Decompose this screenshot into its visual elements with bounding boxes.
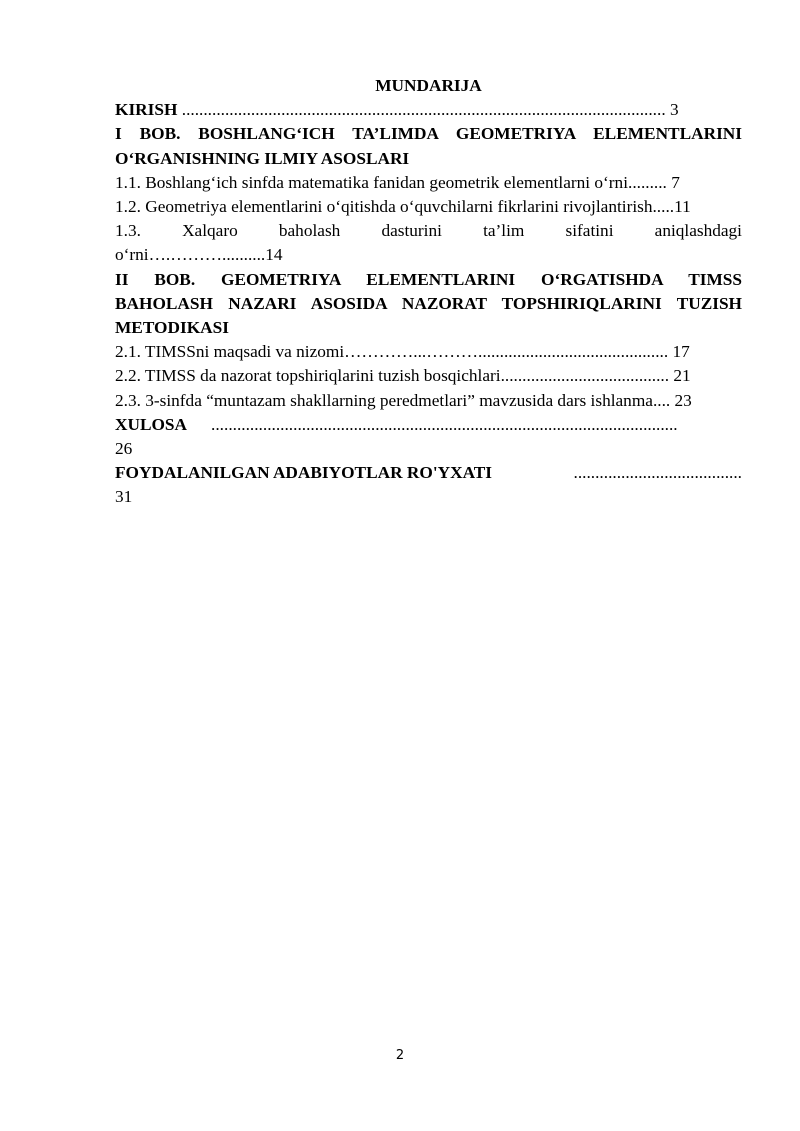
adabiyot-dots: ....................................... — [573, 463, 742, 483]
toc-entry-xulosa — [115, 413, 742, 437]
chapter2-heading-line2: BAHOLASH NAZARI ASOSIDA NAZORAT TOPSHIRIQLARINI TUZISH — [115, 293, 742, 313]
xulosa-dots: ............................................................................................................ — [211, 414, 678, 434]
kirish-label: KIRISH — [115, 100, 178, 120]
chapter1-heading-line1: I BOB. BOSHLANG‘ICH TA’LIMDA GEOMETRIYA ELEMENTLARINI — [115, 124, 742, 144]
toc-title: MUNDARIJA — [375, 76, 482, 95]
toc-entry-2-1: 2.1. TIMSSni maqsadi va nizomi…………...………............................................ 17 — [115, 342, 690, 362]
toc-entry-1-3-line2: o‘rni….………..........14 — [115, 245, 283, 265]
toc-entry-adabiyotlar — [115, 461, 742, 485]
toc-entry-1-1: 1.1. Boshlang‘ich sinfda matematika fanidan geometrik elementlarni o‘rni......... 7 — [115, 172, 680, 192]
xulosa-page-number: 26 — [115, 439, 133, 459]
toc-entry-2-2: 2.2. TIMSS da nazorat topshiriqlarini tuzish bosqichlari....................................... 21 — [115, 366, 691, 386]
table-of-contents — [115, 74, 742, 510]
xulosa-label: XULOSA — [115, 414, 188, 434]
toc-entry-1-3-line1: 1.3. Xalqaro baholash dasturini ta’lim sifatini aniqlashdagi — [115, 221, 742, 241]
kirish-dots: ................................................................................................................ 3 — [177, 100, 679, 120]
toc-entry-2-3: 2.3. 3-sinfda “muntazam shakllarning peredmetlari” mavzusida dars ishlanma.... 23 — [115, 390, 692, 410]
toc-entry-kirish — [115, 98, 742, 122]
toc-entry-1-2: 1.2. Geometriya elementlarini o‘qitishda o‘quvchilarni fikrlarini rivojlantirish.....11 — [115, 197, 691, 217]
page-number: 2 — [395, 1048, 405, 1063]
adabiyot-page-number: 31 — [115, 487, 133, 507]
chapter2-heading-line3: METODIKASI — [115, 318, 229, 338]
adabiyot-label: FOYDALANILGAN ADABIYOTLAR RO'YXATI — [115, 463, 493, 483]
chapter1-heading-line2: O‘RGANISHNING ILMIY ASOSLARI — [115, 148, 410, 168]
chapter2-heading-line1: II BOB. GEOMETRIYA ELEMENTLARINI O‘RGATISHDA TIMSS — [115, 269, 742, 289]
